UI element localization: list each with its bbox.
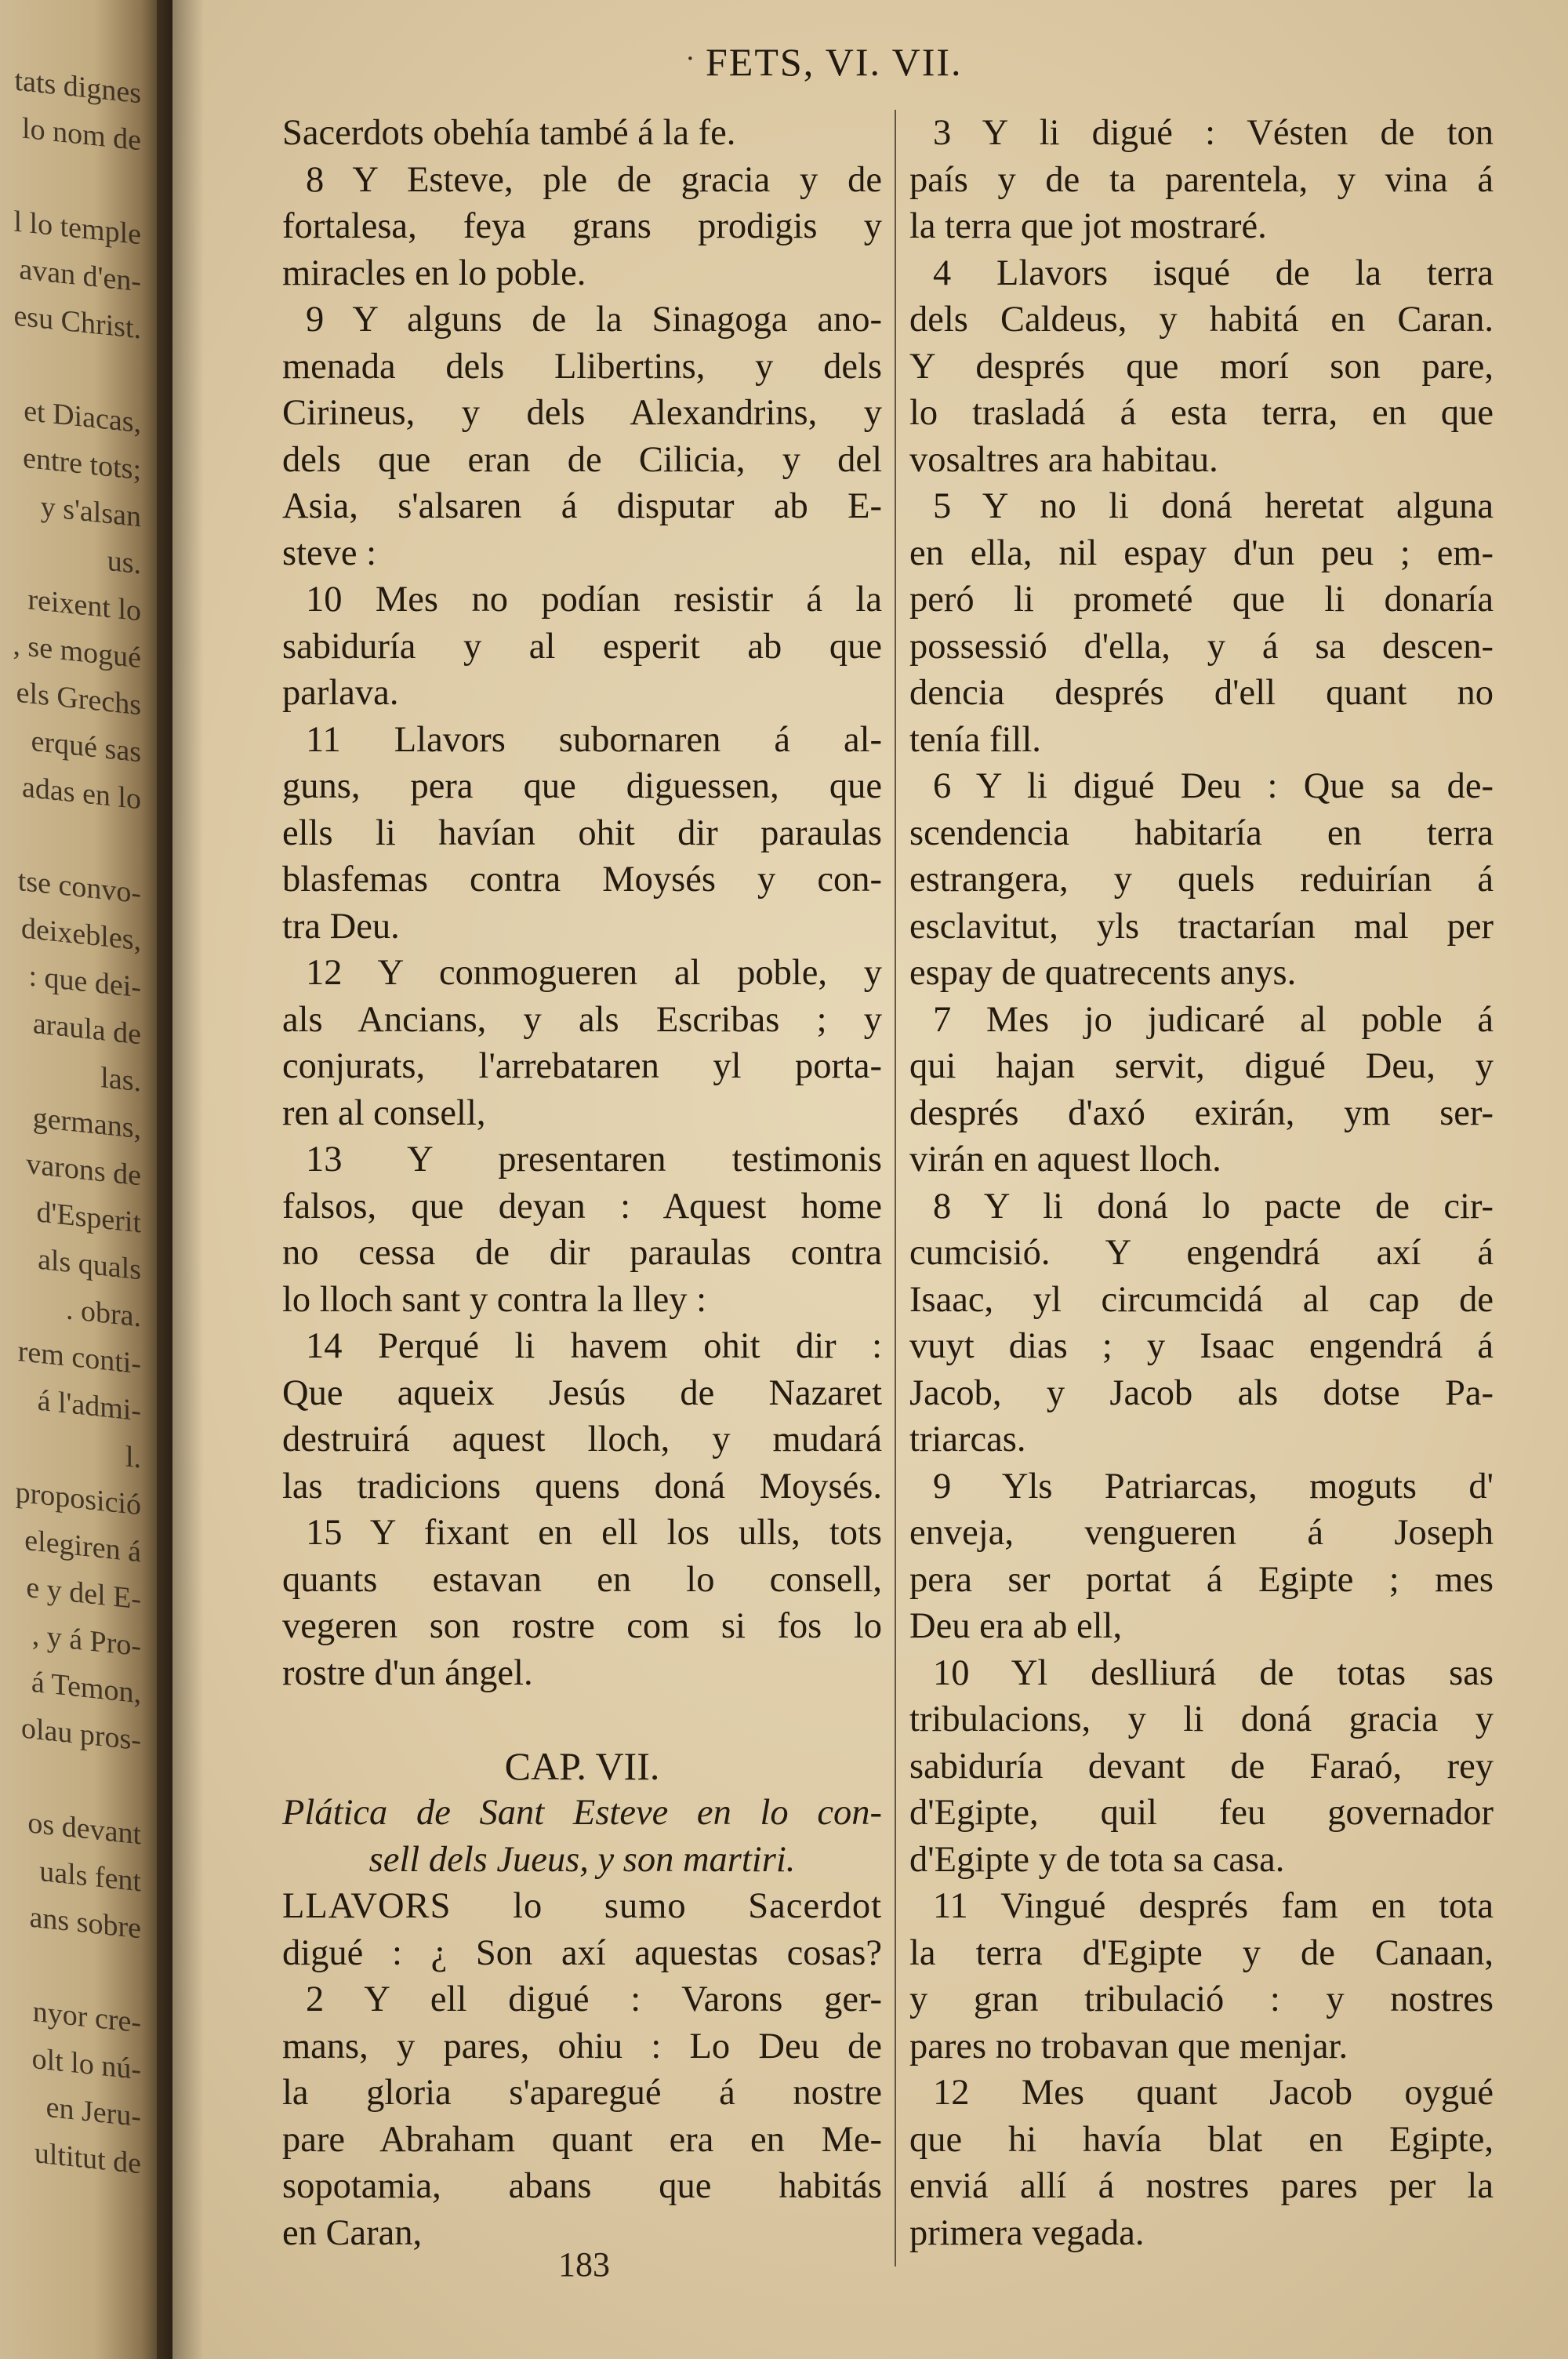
facing-page-fragment: esu Christ. [13, 299, 141, 346]
right-column-line: qui hajan servit, digué Deu, y [909, 1046, 1494, 1086]
right-column-line: possessió d'ella, y á sa descen- [909, 626, 1494, 667]
left-column-line: 2 Y ell digué : Varons ger- [306, 1979, 882, 2019]
facing-page-fragment: d'Esperit [36, 1195, 141, 1240]
running-head-mark: · [686, 43, 695, 75]
facing-page-fragment: als quals [38, 1242, 141, 1287]
right-column-line: cumcisió. Y engendrá axí á [909, 1233, 1494, 1273]
facing-page-fragment: á l'admi- [37, 1383, 141, 1428]
left-column-line: las tradicions quens doná Moysés. [282, 1466, 882, 1507]
facing-page-fragment: lo nom de [22, 111, 141, 158]
facing-page-fragment: araula de [32, 1006, 141, 1052]
right-column-line: dencia després d'ell quant no [909, 673, 1494, 713]
left-column-line: parlava. [282, 673, 399, 713]
facing-page-fragment: us. [107, 543, 141, 581]
left-column-line: 11 Llavors subornaren á al- [306, 719, 882, 760]
left-column-line: mans, y pares, ohiu : Lo Deu de [282, 2026, 882, 2066]
facing-page-fragment: ans sobre [29, 1900, 141, 1946]
left-column-line: menada dels Llibertins, y dels [282, 346, 882, 387]
right-column-line: després d'axó exirán, ym ser- [909, 1092, 1494, 1133]
left-column-line: conjurats, l'arrebataren yl porta- [282, 1046, 882, 1086]
left-column-line: Plática de Sant Esteve en lo con- [282, 1793, 882, 1833]
right-column-line: dels Caldeus, y habitá en Caran. [909, 300, 1494, 340]
left-column-line: ells li havían ohit dir paraulas [282, 812, 882, 853]
right-column-line: 7 Mes jo judicaré al poble á [933, 999, 1494, 1040]
right-column-line: sabiduría devant de Faraó, rey [909, 1746, 1494, 1787]
left-column-line: vegeren son rostre com si fos lo [282, 1606, 882, 1646]
right-column-line: Deu era ab ell, [909, 1606, 1123, 1646]
left-column-line: digué : ¿ Son axí aquestas cosas? [282, 1932, 882, 1973]
right-column-line: vosaltres ara habitau. [909, 439, 1218, 480]
text-column-right [909, 110, 1494, 2256]
facing-page-fragment: olau pros- [20, 1711, 141, 1757]
right-column-line: tenía fill. [909, 719, 1041, 760]
left-column-line: ren al consell, [282, 1092, 486, 1133]
facing-page-fragment: adas en lo [22, 770, 141, 816]
left-column-line: guns, pera que diguessen, que [282, 766, 882, 806]
right-column-line: la terra d'Egipte y de Canaan, [909, 1932, 1494, 1973]
facing-page-fragment: et Diacas, [24, 394, 141, 440]
left-column-line: Que aqueix Jesús de Nazaret [282, 1372, 882, 1413]
facing-page-fragment: l lo temple [13, 205, 141, 252]
facing-page-fragment: tse convo- [17, 863, 141, 911]
right-column-line: d'Egipte, quil feu governador [909, 1793, 1494, 1833]
right-column-line: espay de quatrecents anys. [909, 953, 1297, 993]
right-column-line: 8 Y li doná lo pacte de cir- [933, 1186, 1494, 1227]
left-column-line: als Ancians, y als Escribas ; y [282, 999, 882, 1040]
facing-page-fragment: . obra. [65, 1292, 141, 1334]
right-column-line: Jacob, y Jacob als dotse Pa- [909, 1372, 1494, 1413]
right-column-line: enviá allí á nostres pares per la [909, 2166, 1494, 2206]
left-column-line [282, 1696, 882, 1743]
right-column-line: esclavitut, yls tractarían mal per [909, 906, 1494, 947]
right-column-line: Y després que morí son pare, [909, 346, 1494, 387]
left-column-line: Sacerdots obehía també á la fe. [282, 113, 736, 153]
left-column-line: 8 Y Esteve, ple de gracia y de [306, 159, 882, 200]
facing-page-fragment: avan d'en- [19, 253, 141, 299]
right-column-line: estrangera, y quels reduirían á [909, 860, 1494, 900]
facing-page-edge [0, 0, 172, 2359]
right-column-line: 11 Vingué després fam en tota [933, 1886, 1494, 1926]
left-column-line: LLAVORS lo sumo Sacerdot [282, 1886, 882, 1926]
right-column-line: en ella, nil espay d'un peu ; em- [909, 533, 1494, 573]
right-column-line: la terra que jot mostraré. [909, 206, 1267, 246]
right-column-line: scendencia habitaría en terra [909, 812, 1494, 853]
facing-page-fragment: nyor cre- [32, 1994, 141, 2040]
facing-page-fragment: germans, [32, 1100, 141, 1146]
facing-page-fragment: : que dei- [28, 959, 141, 1005]
facing-page-fragment: proposició [15, 1475, 141, 1522]
left-column-line: pare Abraham quant era en Me- [282, 2119, 882, 2160]
right-column-line: 3 Y li digué : Vésten de ton [933, 113, 1494, 153]
right-column-line: vuyt dias ; y Isaac engendrá á [909, 1326, 1494, 1366]
right-column-line: 10 Yl deslliurá de totas sas [933, 1652, 1494, 1693]
facing-page-fragment: , se mogué [13, 628, 141, 675]
left-column-line: miracles en lo poble. [282, 253, 586, 293]
gutter-shadow [157, 0, 204, 2359]
left-column-line: falsos, que deyan : Aquest home [282, 1186, 882, 1227]
left-column-line: fortalesa, feya grans prodigis y [282, 206, 882, 246]
right-column-line: virán en aquest lloch. [909, 1140, 1221, 1180]
facing-page-fragment: en Jeru- [45, 2090, 141, 2134]
right-column-line: pera ser portat á Egipte ; mes [909, 1559, 1494, 1600]
left-column-line: rostre d'un ángel. [282, 1652, 533, 1693]
left-column-line: sabiduría y al esperit ab que [282, 626, 882, 667]
right-column-line: enveja, vengueren á Joseph [909, 1513, 1494, 1553]
right-column-line: tribulacions, y li doná gracia y [909, 1699, 1494, 1739]
right-column-line: 9 Yls Patriarcas, moguts d' [933, 1466, 1494, 1507]
facing-page-fragment: las. [100, 1061, 141, 1099]
facing-page-fragment: reixent lo [27, 583, 141, 628]
right-column-line: d'Egipte y de tota sa casa. [909, 1839, 1285, 1880]
right-column-line: 4 Llavors isqué de la terra [933, 253, 1494, 293]
facing-page-fragment: erqué sas [31, 724, 141, 769]
facing-page-fragment: tats dignes [14, 64, 141, 111]
page-number: 183 [558, 2245, 610, 2284]
facing-page-fragment: y s'alsan [40, 489, 141, 534]
facing-page-fragment: , y á Pro- [31, 1618, 141, 1663]
left-column-line: lo lloch sant y contra la lley : [282, 1279, 707, 1320]
right-column-line: primera vegada. [909, 2212, 1145, 2253]
left-column-line: la gloria s'aparegué á nostre [282, 2073, 882, 2113]
right-column-line: y gran tribulació : y nostres [909, 1979, 1494, 2019]
left-column-line: 10 Mes no podían resistir á la [306, 580, 882, 620]
left-column-line: Cirineus, y dels Alexandrins, y [282, 393, 882, 433]
right-column-line: 5 Y no li doná heretat alguna [933, 486, 1494, 526]
right-column-line: lo trasladá á esta terra, en que [909, 393, 1494, 433]
left-column-line: dels que eran de Cilicia, y del [282, 439, 882, 480]
right-column-line: 12 Mes quant Jacob oygué [933, 2073, 1494, 2113]
left-column-line: 14 Perqué li havem ohit dir : [306, 1326, 882, 1366]
left-column-line: steve : [282, 533, 377, 573]
facing-page-fragment: olt lo nú- [31, 2041, 141, 2087]
right-column-line: peró li prometé que li donaría [909, 580, 1494, 620]
running-head: FETS, VI. VII. [706, 40, 963, 84]
right-column-line: triarcas. [909, 1419, 1026, 1459]
facing-page-fragment: varons de [26, 1147, 141, 1193]
left-column-line: no cessa de dir paraulas contra [282, 1233, 882, 1273]
right-column-line: Isaac, yl circumcidá al cap de [909, 1279, 1494, 1320]
left-column-line: 15 Y fixant en ell los ulls, tots [306, 1513, 882, 1553]
facing-page-fragment: elegiren á [24, 1523, 141, 1569]
facing-page-fragment: os devant [27, 1806, 141, 1852]
right-column-line: país y de ta parentela, y vina á [909, 159, 1494, 200]
left-column-line: 13 Y presentaren testimonis [306, 1140, 882, 1180]
left-column-line: destruirá aquest lloch, y mudará [282, 1419, 882, 1459]
left-column-line: blasfemas contra Moysés y con- [282, 860, 882, 900]
right-column-line: pares no trobavan que menjar. [909, 2026, 1348, 2066]
text-column-left [282, 110, 882, 2256]
facing-page-fragment: uals fent [39, 1854, 141, 1899]
left-column-line: quants estavan en lo consell, [282, 1559, 882, 1600]
left-column-line: sell dels Jueus, y son martiri. [368, 1839, 796, 1880]
right-column-line: que hi havía blat en Egipte, [909, 2119, 1494, 2160]
left-column-line: tra Deu. [282, 906, 400, 947]
left-column-line: 12 Y conmogueren al poble, y [306, 953, 882, 993]
right-column-line: 6 Y li digué Deu : Que sa de- [933, 766, 1494, 806]
left-column-line: CAP. VII. [504, 1743, 660, 1788]
facing-page-fragment: els Grechs [16, 675, 141, 722]
facing-page-fragment: deixebles, [20, 911, 141, 958]
facing-page-text [0, 56, 141, 2188]
facing-page-fragment: entre tots; [23, 441, 141, 487]
left-column-line: Asia, s'alsaren á disputar ab E- [282, 486, 882, 526]
facing-page-fragment: á Temon, [31, 1665, 141, 1710]
facing-page-fragment: rem conti- [17, 1334, 141, 1381]
facing-page-fragment: l. [125, 1440, 141, 1475]
left-column-line: sopotamia, abans que habitás [282, 2166, 882, 2206]
left-column-line: en Caran, [282, 2212, 423, 2253]
left-column-line: 9 Y alguns de la Sinagoga ano- [306, 300, 882, 340]
column-rule [895, 110, 896, 2266]
facing-page-fragment: ultitut de [34, 2136, 141, 2181]
facing-page-fragment: e y del E- [26, 1571, 141, 1616]
